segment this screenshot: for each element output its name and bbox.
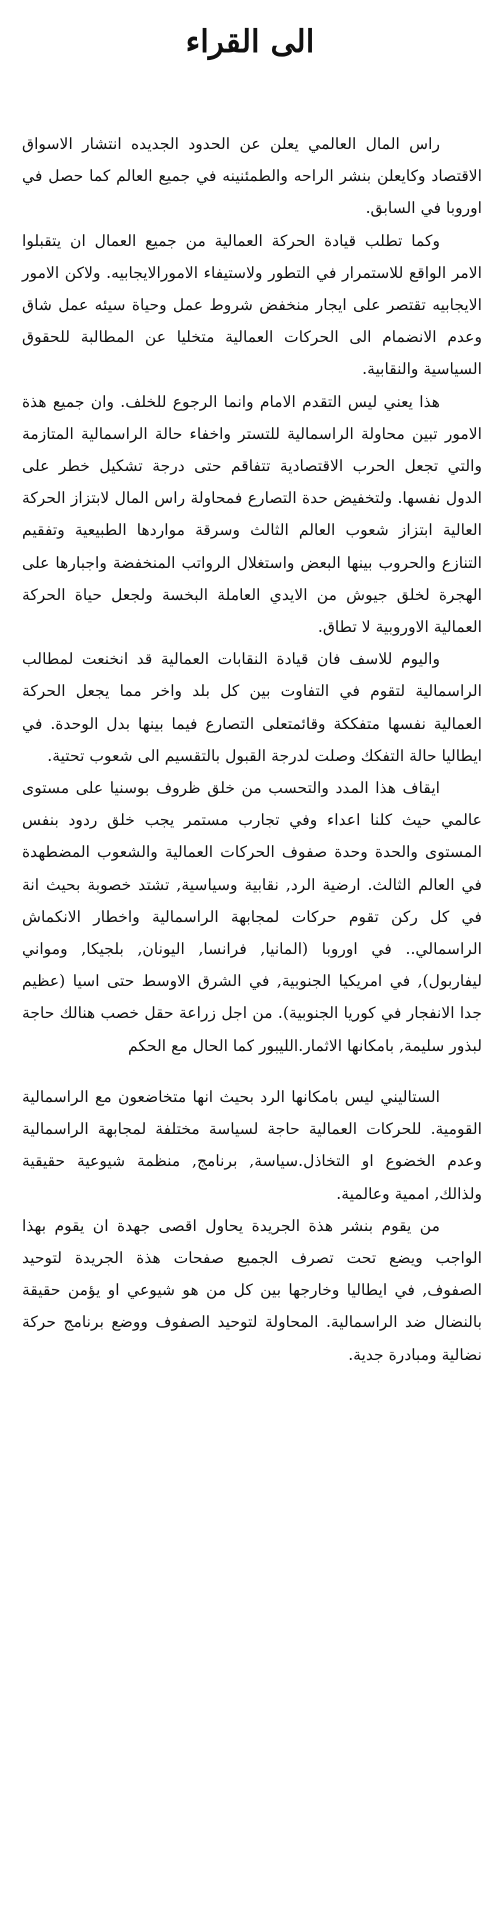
paragraph: وكما تطلب قيادة الحركة العمالية من جميع العمال ان يتقبلوا الامر الواقع للاستمرار في التطور ولاستيفاء الامورالايجابيه. ولاكن الامور الايجابيه تقتصر على ايجار منخفض شروط عمل وحياة سيئه عمل شاق وعدم الانضمام الى الحركات العمالية متخليا عن المطالبة للحقوق السياسية والنقابية.	[22, 231, 482, 379]
paragraph: هذا يعني ليس التقدم الامام وانما الرجوع للخلف. وان جميع هذة الامور تبين محاولة الراسمالية للتستر واخفاء حالة الراسمالية المتازمة والتي تجعل الحرب الاقتصادية تتفاقم حتى درجة تشكيل خطر على الدول نفسها. ولتخفيض حدة التصارع فمحاولة راس المال لابتزاز الحركة العالية ابتزاز شعوب العالم الثالث وسرقة مواردها الطبيعية وتفقيم التنازع والحروب بينها البعض واستغلال الرواتب المنخفضة واجبارها على الهجرة لخلق جيوش من الايدي العاملة البخسة ولجعل حياة الحركة العمالية الاوروبية لا تطاق.	[22, 392, 482, 637]
paragraph: الستاليني ليس بامكانها الرد بحيث انها متخاضعون مع الراسمالية القومية. للحركات العمالية حاجة لسياسة مختلفة لمجابهة الراسمالية وعدم الخضوع او التخاذل.سياسة, برنامج, منظمة شيوعية حقيقية ولذالك, اممية وعالمية.	[22, 1087, 482, 1203]
paragraph: من يقوم بنشر هذة الجريدة يحاول اقصى جهدة ان يقوم بهذا الواجب ويضع تحت تصرف الجميع صفحات هذة الجريدة لتوحيد الصفوف, في ايطاليا وخارجها بين كل من هو شيوعي او يؤمن حقيقة بالنضال ضد الراسمالية. المحاولة لتوحيد الصفوف ووضع برنامج حركة نضالية ومبادرة جدية.	[22, 1216, 482, 1364]
paragraph: ايقاف هذا المدد والتحسب من خلق ظروف بوسنيا على مستوى عالمي حيث كلنا اعداء وفي تجارب مستمر يجب خلق ردود بنفس المستوى والحدة وحدة صفوف الحركات العمالية والشعوب المضطهدة في العالم الثالث. ارضية الرد, نقابية وسياسية, تشتد خصوبة بحيث انة في كل ركن تقوم حركات لمجابهة الراسمالية واخطار الانكماش الراسمالي.. في اوروبا (المانيا, فرانسا, اليونان, بلجيكا, ومواني ليفاربول), في امريكيا الجنوبية, في الشرق الاوسط حتى اسيا (عظيم جدا الانفجار في كوريا الجنوبية). من اجل زراعة حقل خصب هنالك حاجة لبذور سليمة, بامكانها الاثمار.الليبور كما الحال مع الحكم	[22, 779, 482, 1055]
article-body	[22, 128, 482, 1371]
paragraph: واليوم للاسف فان قيادة النقابات العمالية قد انخنعت لمطالب الراسمالية لتقوم في التفاوت بين كل بلد واخر مما يجعل الحركة العمالية نفسها متفككة وقائمتعلى التصارع فيما بينها بدل الوحدة. في ايطاليا حالة التفكك وصلت لدرجة القبول بالتقسيم الى شعوب تحتية.	[22, 650, 482, 765]
paragraph: راس المال العالمي يعلن عن الحدود الجديده انتشار الاسواق الاقتصاد وكايعلن بنشر الراحه والطمئنينه في جميع العالم كما حصل في اوروبا في السابق.	[22, 135, 482, 218]
page-title: الى القراء	[185, 24, 315, 60]
